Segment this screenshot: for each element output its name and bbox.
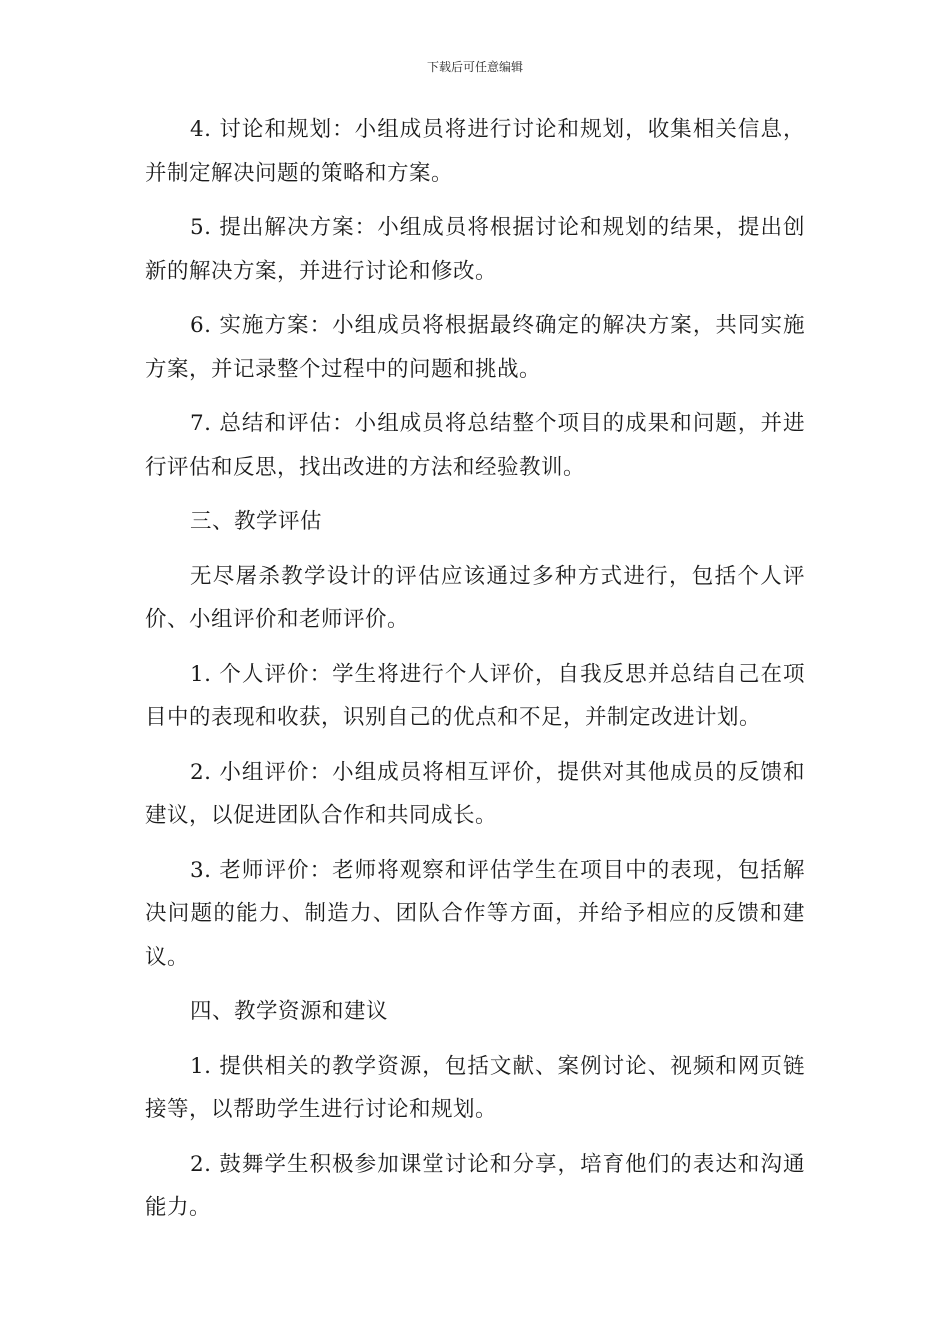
document-body: [145, 108, 805, 1241]
paragraph-teacher-evaluation: 3. 老师评价：老师将观察和评估学生在项目中的表现，包括解决问题的能力、制造力、团队合作等方面，并给予相应的反馈和建议。: [145, 857, 805, 970]
paragraph-step-5: 5. 提出解决方案：小组成员将根据讨论和规划的结果，提出创新的解决方案，并进行讨论和修改。: [145, 215, 805, 284]
paragraph-resource-1: 1. 提供相关的教学资源，包括文献、案例讨论、视频和网页链接等，以帮助学生进行讨论和规划。: [145, 1053, 805, 1122]
section-heading-teaching-evaluation: 三、教学评估: [190, 509, 323, 534]
page-header-note: 下载后可任意编辑: [426, 60, 523, 74]
paragraph-step-4: 4. 讨论和规划：小组成员将进行讨论和规划，收集相关信息，并制定解决问题的策略和方案。: [145, 117, 805, 186]
paragraph-group-evaluation: 2. 小组评价：小组成员将相互评价，提供对其他成员的反馈和建议，以促进团队合作和共同成长。: [145, 759, 805, 828]
paragraph-personal-evaluation: 1. 个人评价：学生将进行个人评价，自我反思并总结自己在项目中的表现和收获，识别自己的优点和不足，并制定改进计划。: [145, 661, 805, 730]
paragraph-step-6: 6. 实施方案：小组成员将根据最终确定的解决方案，共同实施方案，并记录整个过程中的问题和挑战。: [145, 313, 805, 382]
section-heading-resources: 四、教学资源和建议: [190, 999, 389, 1024]
paragraph-resource-2: 2. 鼓舞学生积极参加课堂讨论和分享，培育他们的表达和沟通能力。: [145, 1151, 805, 1220]
paragraph-evaluation-intro: 无尽屠杀教学设计的评估应该通过多种方式进行，包括个人评价、小组评价和老师评价。: [145, 563, 805, 632]
paragraph-step-7: 7. 总结和评估：小组成员将总结整个项目的成果和问题，并进行评估和反思，找出改进的方法和经验教训。: [145, 411, 805, 480]
